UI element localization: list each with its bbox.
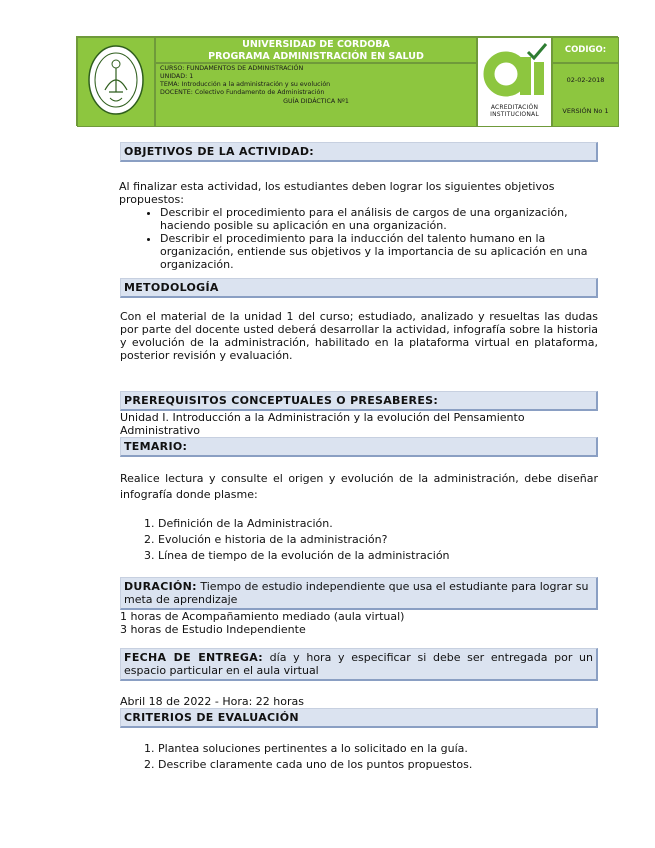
guide-number: GUÍA DIDÁCTICA Nº1 — [283, 98, 349, 105]
section-heading-prerequisites: PREREQUISITOS CONCEPTUALES O PRESABERES: — [120, 391, 598, 411]
section-heading-methodology: METODOLOGÍA — [120, 278, 598, 298]
section-heading-criteria: CRITERIOS DE EVALUACIÓN — [120, 708, 598, 728]
header-title-cell — [155, 37, 477, 63]
objectives-intro: Al finalizar esta actividad, los estudiantes deben lograr los siguientes objetivos propuestos: — [119, 180, 555, 206]
delivery-description: día y hora y especificar si debe ser entregada por un espacio particular en el aula virtual — [124, 651, 594, 677]
duration-line-1: 1 horas de Acompañamiento mediado (aula virtual) — [120, 610, 405, 623]
topic-line: TEMA: Introducción a la administración y su evolución — [160, 81, 331, 88]
section-heading-objectives: OBJETIVOS DE LA ACTIVIDAD: — [120, 142, 598, 162]
code-label: CODIGO: — [552, 37, 619, 63]
list-item: • Describir el procedimiento para la inducción del talento humano en la organización, entiende sus objetivos y la importancia de su aplicación en una organización. — [160, 232, 598, 271]
duration-line-2: 3 horas de Estudio Independiente — [120, 623, 306, 636]
section-heading-duration — [120, 577, 598, 610]
accreditation-logo — [477, 37, 552, 127]
list-item: 2. Describe claramente cada uno de los puntos propuestos. — [158, 758, 598, 771]
course-line: CURSO: FUNDAMENTOS DE ADMINISTRACIÓN — [160, 65, 304, 72]
unit-line: UNIDAD: 1 — [160, 73, 194, 80]
university-name: UNIVERSIDAD DE CORDOBA — [242, 39, 390, 50]
syllabus-intro: Realice lectura y consulte el origen y evolución de la administración, debe diseñar infografía donde plasme: — [120, 472, 598, 501]
version-label: VERSIÓN No 1 — [562, 106, 609, 115]
teacher-line: DOCENTE: Colectivo Fundamento de Administración — [160, 89, 325, 96]
duration-label: DURACIÓN: — [124, 580, 197, 593]
program-name: PROGRAMA ADMINISTRACIÓN EN SALUD — [208, 51, 424, 62]
document-header — [76, 36, 618, 126]
duration-description: Tiempo de estudio independiente que usa el estudiante para lograr su meta de aprendizaje — [124, 580, 589, 606]
list-item: 2. Evolución e historia de la administración? — [158, 533, 598, 546]
code-date: 02-02-2018 — [566, 75, 605, 84]
methodology-text: Con el material de la unidad 1 del curso; estudiado, analizado y resueltas las dudas por parte del docente usted deberá desarrollar la actividad, infografía sobre la historia y evolución de la administración, habilitado en la plataforma virtual en plataforma, posterior revisión y evaluación. — [120, 310, 598, 362]
delivery-label: FECHA DE ENTREGA: — [124, 651, 263, 664]
university-seal-cell — [77, 37, 155, 127]
section-heading-delivery — [120, 648, 598, 681]
list-item: 3. Línea de tiempo de la evolución de la administración — [158, 549, 598, 562]
guide-content — [120, 142, 598, 774]
university-seal-icon — [83, 40, 149, 124]
objectives-list — [120, 206, 598, 271]
section-heading-syllabus: TEMARIO: — [120, 437, 598, 457]
course-info-cell — [155, 63, 477, 127]
code-details-cell — [552, 63, 619, 127]
delivery-date: Abril 18 de 2022 - Hora: 22 horas — [120, 695, 304, 708]
prerequisites-text: Unidad I. Introducción a la Administración y la evolución del Pensamiento Administrativo — [120, 411, 525, 437]
criteria-list — [120, 742, 598, 771]
syllabus-list — [120, 517, 598, 562]
institutional-text: INSTITUCIONAL — [490, 111, 539, 118]
accreditation-logo-icon — [478, 40, 551, 102]
accreditation-text: ACREDITACIÓN — [490, 104, 539, 111]
list-item: 1. Definición de la Administración. — [158, 517, 598, 530]
list-item: • Describir el procedimiento para el análisis de cargos de una organización, haciendo posible su aplicación en una organización. — [160, 206, 598, 232]
list-item: 1. Plantea soluciones pertinentes a lo solicitado en la guía. — [158, 742, 598, 755]
